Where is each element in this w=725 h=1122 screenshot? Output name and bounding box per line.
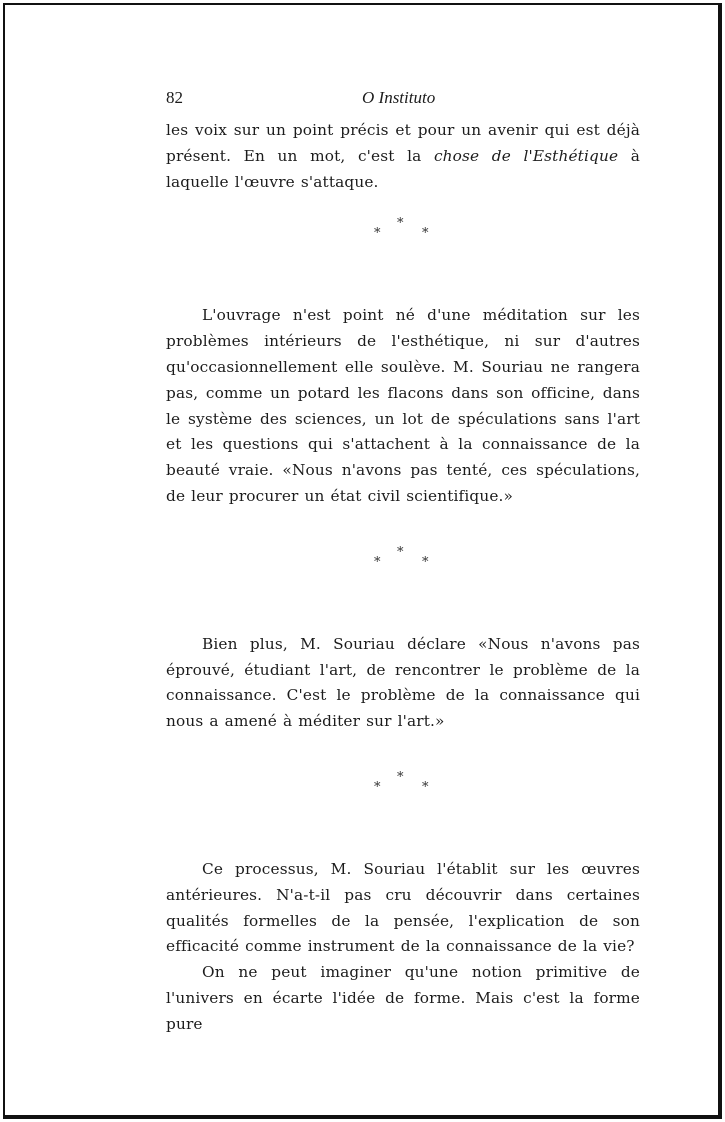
paragraph-1-text-end: à laquelle l'œuvre s'attaque. — [166, 146, 640, 191]
asterisk-icon: * — [422, 779, 429, 795]
journal-title: O Instituto — [362, 88, 436, 107]
asterisk-icon: * — [422, 226, 429, 242]
paragraph-1-text-start: les voix sur un point précis et pour un avenir qui est déjà présent. En un mot, c'est la — [166, 121, 640, 165]
page-number: 82 — [166, 88, 183, 107]
book-page — [166, 78, 640, 1038]
asterisk-icon: * — [374, 554, 381, 570]
asterisk-icon: * — [397, 544, 404, 560]
asterism-divider-2 — [166, 546, 640, 586]
paragraph-3: Bien plus, M. Souriau déclare «Nous n'avons pas éprouvé, étudiant l'art, de rencontrer le problème de la connaissance. C'est le problème de la connaissance qui nous a amené à méditer sur l'art.» — [166, 634, 640, 731]
asterisk-icon: * — [374, 779, 381, 795]
paragraph-2: L'ouvrage n'est point né d'une méditation sur les problèmes intérieurs de l'esthétique, ni sur d'autres qu'occasionnellement elle soulève. M. Souriau ne rangera pas, comme un potard les flacons dans son officine, dans le système des sciences, un lot de spéculations sans l'art et les questions qui s'attachent à la connaissance de la beauté vraie. «Nous n'avons pas tenté, ces spéculations, de leur procurer un état civil scientifique.» — [166, 306, 640, 505]
paragraph-1 — [166, 118, 640, 195]
asterisk-icon: * — [397, 769, 404, 785]
paragraph-4: Ce processus, M. Souriau l'établit sur les œuvres antérieures. N'a-t-il pas cru découvrir dans certaines qualités formelles de la pensée, l'explication de son efficacité comme instrument de la connaissance de la vie? — [166, 859, 640, 956]
asterisk-icon: * — [397, 216, 404, 232]
asterism-divider-3 — [166, 771, 640, 811]
asterisk-icon: * — [422, 554, 429, 570]
italic-phrase: chose de l'Esthétique — [433, 146, 619, 165]
running-head — [166, 78, 640, 118]
paragraph-5: On ne peut imaginer qu'une notion primitive de l'univers en écarte l'idée de forme. Mais c'est la forme pure — [166, 963, 640, 1033]
asterism-divider-1 — [166, 217, 640, 257]
asterisk-icon: * — [374, 226, 381, 242]
